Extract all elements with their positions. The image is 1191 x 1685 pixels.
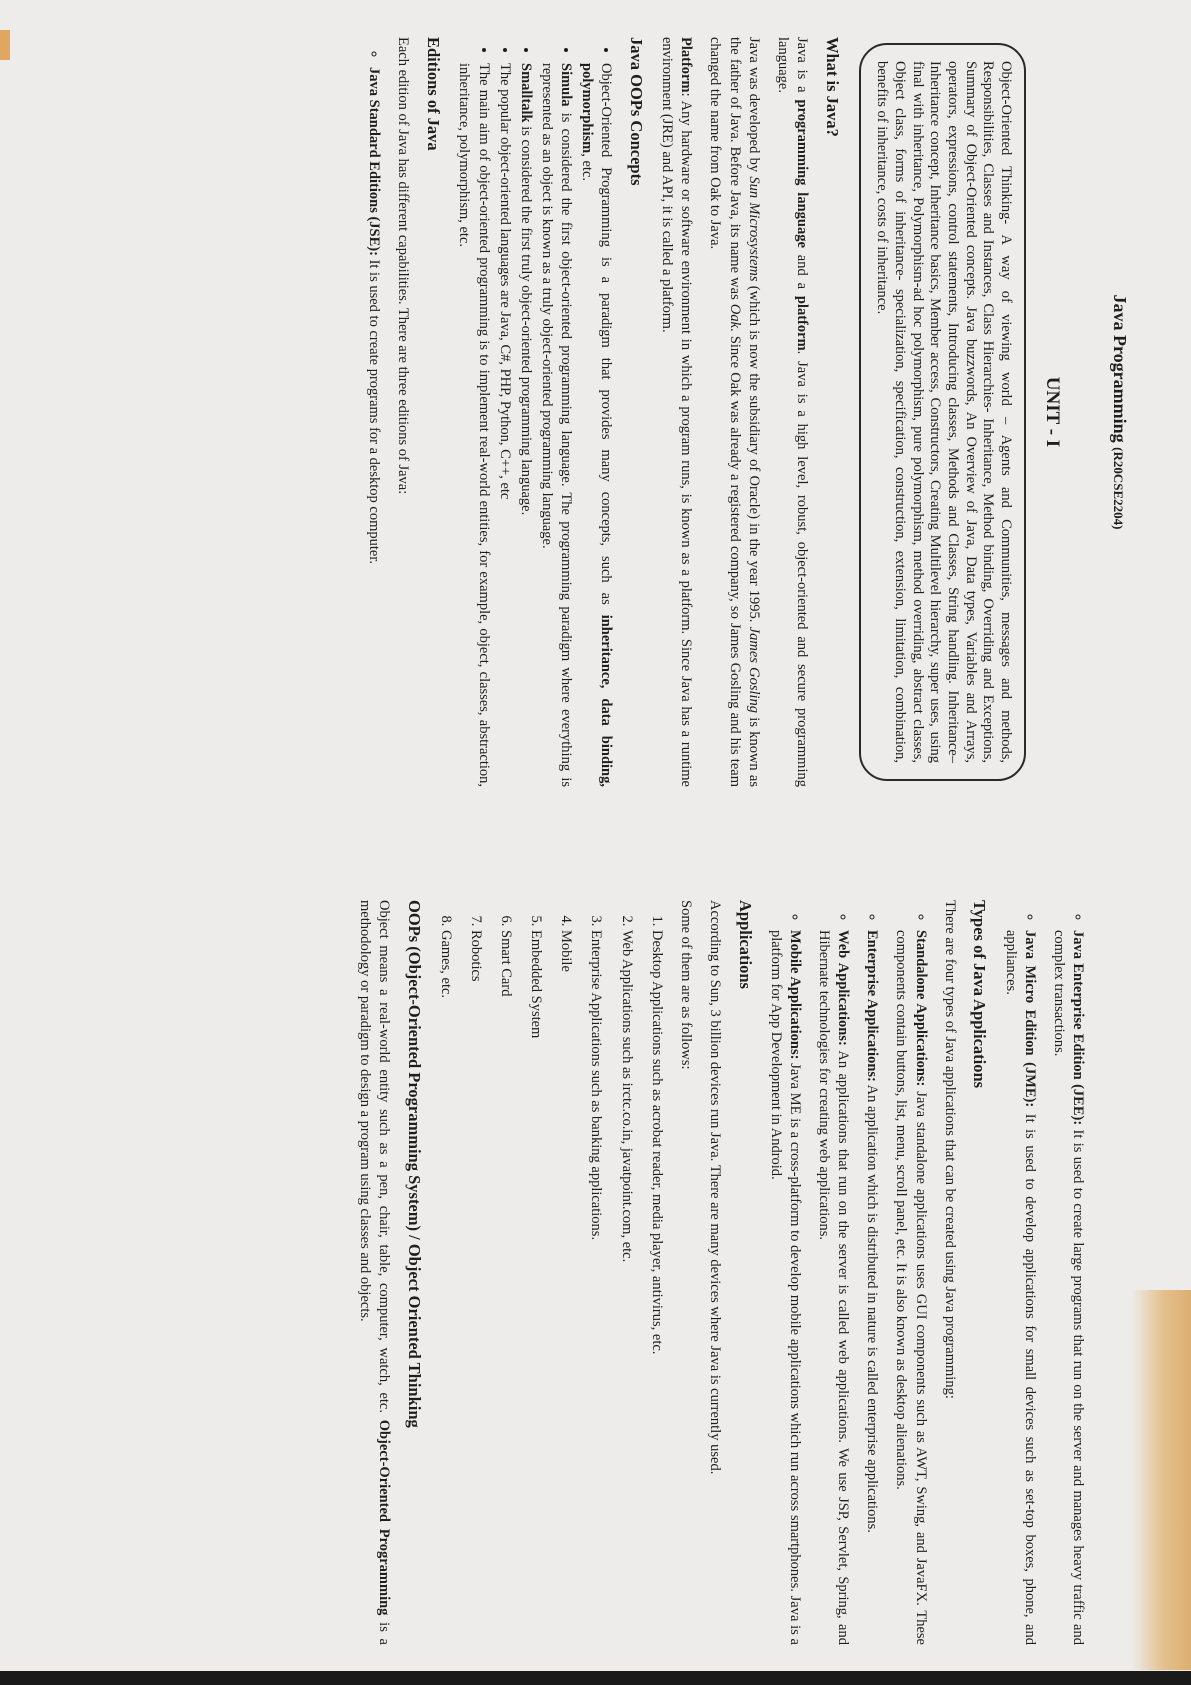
- course-title: Java Programming: [1110, 294, 1130, 443]
- course-code: (R20CSE2204): [1111, 447, 1126, 530]
- left-column: [0, 25, 1191, 795]
- list-item: 3. Enterprise Applications such as banking applications.: [586, 930, 605, 1645]
- what-is-java-para-2: Java was developed by Sun Microsystems (which is now the subsidiary of Oracle) in the year 1995. James Gosling is known as the father of Java. Before Java, its name was Oak. Since Oak was already a registered company, so James Gosling and his team changed the name from Oak to Java.: [707, 37, 762, 787]
- editions-list-part-2: [1001, 900, 1088, 1645]
- what-is-java-para-1: Java is a programming language and a platform. Java is a high level, robust, object-oriented and secure programming language.: [774, 37, 810, 787]
- applications-heading: Applications: [735, 900, 755, 989]
- oops-concepts-list: [454, 37, 615, 787]
- list-item: 2. Web Applications such as irctc.co.in, javatpoint.com, etc.: [616, 930, 635, 1645]
- types-intro: There are four types of Java applications that can be created using Java programming:: [941, 900, 958, 1399]
- applications-intro: According to Sun, 3 billion devices run Java. There are many devices where Java is currently used.: [706, 900, 723, 1475]
- document-title: [1107, 37, 1131, 787]
- list-item: 6. Smart Card: [496, 930, 515, 1645]
- unit-heading: UNIT - I: [1042, 376, 1064, 448]
- list-item: ◦ Standalone Applications: Java standalone applications uses GUI components such as AWT, Swing, and JavaFX. These components contain buttons, list, menu, scroll panel, etc. It is also known as desktop alienations.: [891, 930, 929, 1645]
- platform-para: Platform: Any hardware or software environment in which a program runs, is known as a platform. Since Java has a runtime environment (JRE) and API, it is called a platform.: [659, 37, 695, 787]
- oops-concepts-heading: Java OOPs Concepts: [627, 37, 647, 186]
- list-item: • The main aim of object-oriented programming is to implement real-world entities, for example, object, classes, abstraction, inheritance, polymorphism, etc.: [454, 63, 492, 787]
- right-column: [0, 880, 1191, 1655]
- editions-heading: Editions of Java: [424, 37, 444, 151]
- applications-intro-2: Some of them are as follows:: [677, 900, 694, 1070]
- editions-list-part-1: [364, 37, 383, 787]
- list-item: ◦ Java Enterprise Edition (JEE): It is used to create large programs that run on the server and manages heavy traffic and complex transactions.: [1049, 930, 1087, 1645]
- what-is-java-heading: What is Java?: [822, 37, 842, 137]
- editions-intro: Each edition of Java has different capabilities. There are three editions of Java:: [395, 37, 412, 495]
- list-item: ◦ Java Micro Edition (JME): It is used to develop applications for small devices such as set-top boxes, phone, and appliances.: [1001, 930, 1039, 1645]
- applications-list: [436, 900, 666, 1645]
- list-item: 5. Embedded System: [526, 930, 545, 1645]
- list-item: • Object-Oriented Programming is a paradigm that provides many concepts, such as inheritance, data binding, polymorphism, etc.: [577, 63, 615, 787]
- list-item: 8. Games, etc.: [436, 930, 455, 1645]
- syllabus-text: Object-Oriented Thinking- A way of viewing world – Agents and Communities, messages and methods, Responsibilities, Classes and Instances, Class Hierarchies- Inheritance, Method binding, Overriding and Exceptions, Summary of Object-Oriented concepts. Java buzzwords, An Overview of Java, Data types, Variables and Arrays, operators, expressions, control statements, Introducing classes, Methods and Classes, String handling. Inheritance– Inheritance concept, Inheritance basics, Member access, Constructors, Creating Multilevel hierarchy, super uses, using final with inheritance, Polymorphism-ad hoc polymorphism, pure polymorphism, method overriding, abstract classes, Object class, forms of inheritance- specialization, specification, construction, extension, limitation, combination, benefits of inheritance, costs of inheritance.: [874, 61, 1015, 763]
- list-item: ◦ Java Standard Editions (JSE): It is used to create programs for a desktop computer.: [364, 67, 383, 787]
- oop-thinking-heading: OOPs (Object-Oriented Programming System) / Object Oriented Thinking: [404, 900, 424, 1428]
- list-item: 4. Mobile: [556, 930, 575, 1645]
- list-item: ◦ Web Applications: An applications that run on the server is called web applications. We use JSP, Servlet, Spring, and Hibernate technologies for creating web applications.: [814, 930, 852, 1645]
- syllabus-box: [859, 43, 1027, 781]
- types-list: [766, 900, 930, 1645]
- list-item: 1. Desktop Applications such as acrobat reader, media player, antivirus, etc.: [647, 930, 666, 1645]
- oop-thinking-para: Object means a real-world entity such as a pen, chair, table, computer, watch, etc. Object-Oriented Programming is a methodology or paradigm to design a program using classes and objects.: [356, 900, 392, 1645]
- list-item: ◦ Mobile Applications: Java ME is a cross-platform to develop mobile applications which run across smartphones. Java is a platform for App Development in Android.: [766, 930, 804, 1645]
- list-item: • Simula is considered the first object-oriented programming language. The programming paradigm where everything is represented as an object is known as a truly object-oriented programming language.: [537, 63, 575, 787]
- list-item: • The popular object-oriented languages are Java, C#, PHP, Python, C++, etc: [495, 63, 514, 787]
- list-item: ◦ Enterprise Applications: An application which is distributed in nature is called enterprise applications.: [862, 930, 881, 1645]
- list-item: • Smalltalk is considered the first truly object-oriented programming language.: [516, 63, 535, 787]
- list-item: 7. Robotics: [466, 930, 485, 1645]
- types-heading: Types of Java Applications: [970, 900, 990, 1089]
